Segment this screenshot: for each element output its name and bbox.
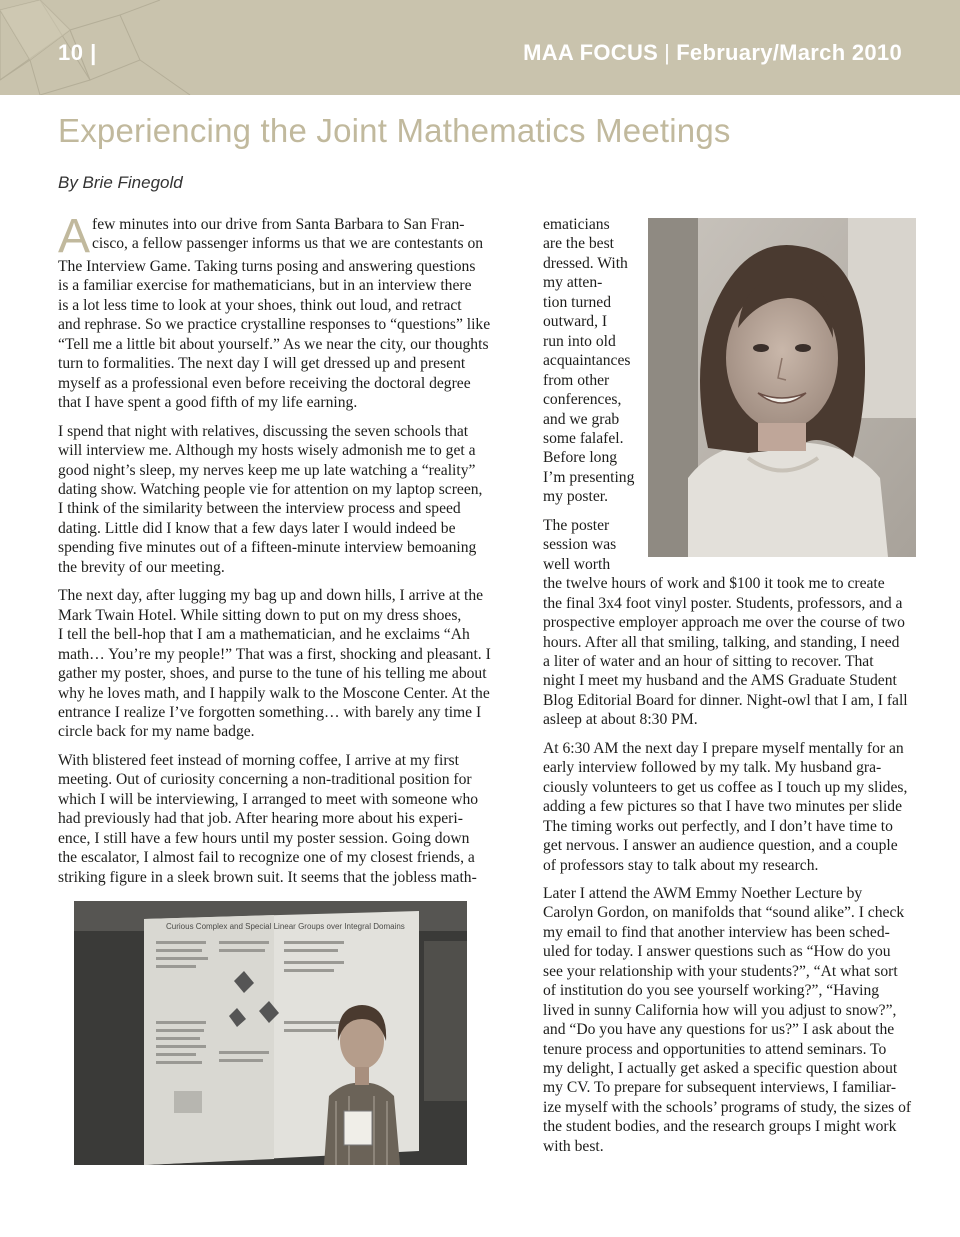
text-line: will interview me. Although my hosts wisely admonish me to get a [58, 442, 476, 460]
text-line: why he loves math, and I happily walk to the Moscone Center. At the [58, 684, 490, 702]
text-line: early interview followed by my talk. My husband gra- [543, 759, 882, 777]
text-line: Mark Twain Hotel. While sitting down to put on my dress shoes, [58, 606, 462, 624]
page-header [0, 0, 960, 95]
text-line: that I have spent a good fifth of my life earning. [58, 394, 358, 412]
text-line: session was [543, 536, 617, 554]
text-line: The Interview Game. Taking turns posing and answering questions [58, 258, 476, 275]
text-line: dating. Little did I know that a few days later I would indeed be [58, 519, 456, 537]
left-column-paragraph [58, 586, 498, 742]
text-line: With blistered feet instead of morning coffee, I arrive at my first [58, 751, 459, 769]
text-line: acquaintances [543, 352, 631, 370]
text-line: and “Do you have any questions for us?” I ask about the [543, 1021, 895, 1039]
text-line: I’m presenting [543, 468, 635, 486]
text-line: good night’s sleep, my nerves keep me up late watching a “reality” [58, 461, 476, 479]
text-line: The timing works out perfectly, and I don’t have time to [543, 817, 893, 835]
text-line: spending five minutes out of a fifteen-minute interview bemoaning [58, 539, 477, 557]
text-line: turn to formalities. The next day I will get dressed up and present [58, 355, 466, 373]
text-line: math… You’re my people!” That was a first, shocking and pleasant. I [58, 645, 491, 663]
text-line: from other [543, 371, 610, 389]
text-line: The next day, after lugging my bag up and down hills, I arrive at the [58, 587, 484, 605]
text-line: my delight, I actually get asked a specific question about [543, 1060, 898, 1078]
text-line: and we grab [543, 410, 620, 428]
right-column-paragraph [543, 739, 918, 875]
text-line: I think of the similarity between the interview process and speed [58, 500, 461, 518]
text-line: dressed. With [543, 254, 628, 272]
text-line: Later I attend the AWM Emmy Noether Lecture by [543, 884, 863, 902]
text-line: some falafel. [543, 429, 624, 447]
text-line: run into old [543, 332, 616, 350]
text-line: had previously had that job. After hearing more about his experi- [58, 810, 463, 828]
left-column [58, 210, 498, 896]
text-line: At 6:30 AM the next day I prepare myself mentally for an [543, 739, 904, 757]
publication-name: MAA FOCUS [523, 40, 659, 65]
text-line: dating show. Watching people vie for attention on my laptop screen, [58, 480, 483, 498]
text-line: which I will be interviewing, I arranged to meet with someone who [58, 790, 479, 808]
page-number: 10 | [58, 40, 97, 65]
text-line: the final 3x4 foot vinyl poster. Students, professors, and a [543, 594, 903, 612]
portrait-illustration [648, 218, 916, 557]
text-line: the twelve hours of work and $100 it took me to create [543, 575, 885, 593]
text-line: get nervous. I answer an audience question, and a couple [543, 837, 898, 855]
text-line: ize myself with the schools’ programs of study, the sizes of [543, 1098, 912, 1116]
issue-date: February/March 2010 [676, 40, 902, 65]
text-line: my CV. To prepare for subsequent interviews, I familiar- [543, 1079, 897, 1097]
text-line: my email to find that another interview has been sched- [543, 923, 890, 941]
text-line: tenure process and opportunities to attend seminars. To [543, 1040, 887, 1058]
byline: By Brie Finegold [58, 173, 183, 192]
geometric-pattern-decoration [0, 0, 260, 95]
text-line: few minutes into our drive from Santa Barbara to San Fran- [92, 216, 465, 233]
text-line: is a lot less time to look at your shoes, think out loud, and retract [58, 296, 462, 314]
drop-cap: A [58, 210, 91, 263]
text-line: hours. After all that smiling, talking, and standing, I need [543, 633, 900, 651]
poster-session-photo [74, 901, 467, 1165]
text-line: prospective employer approach me over the course of two [543, 614, 905, 632]
text-line: a liter of water and an hour of sitting to recover. That [543, 652, 874, 670]
text-line: Before long [543, 449, 618, 467]
text-line: ciously volunteers to get us coffee as I touch up my slides, [543, 778, 908, 796]
left-column-paragraph [58, 210, 498, 413]
text-line: circle back for my name badge. [58, 723, 255, 741]
text-line: asleep at about 8:30 PM. [543, 711, 698, 729]
text-line: meeting. Out of curiosity concerning a non-traditional position for [58, 771, 472, 789]
text-line: of institution do you see yourself working?”, “Having [543, 982, 880, 1000]
left-column-paragraph [58, 422, 498, 578]
text-line: tion turned [543, 293, 611, 311]
text-line: striking figure in a sleek brown suit. It seems that the jobless math- [58, 868, 477, 886]
portrait-photo [648, 218, 916, 557]
text-line: outward, I [543, 313, 608, 331]
publication-info: MAA FOCUS | February/March 2010 [523, 40, 902, 65]
text-line: the brevity of our meeting. [58, 558, 225, 576]
text-line: night I meet my husband and the AMS Graduate Student [543, 672, 897, 690]
text-line: Blog Editorial Board for dinner. Night-owl that I am, I fall [543, 691, 908, 709]
text-line: gather my poster, shoes, and purse to the tune of his telling me about [58, 665, 487, 683]
text-line: myself as a professional even before receiving the doctoral degree [58, 374, 471, 392]
text-line: adding a few pictures so that I have two minutes per slide [543, 798, 902, 816]
text-line: and rephrase. So we practice crystalline responses to “questions” like [58, 316, 491, 334]
text-line: the escalator, I almost fail to recognize one of my closest friends, a [58, 849, 475, 867]
text-line: ence, I still have a few hours until my poster session. Going down [58, 829, 470, 847]
text-line: The poster [543, 516, 610, 534]
text-line: are the best [543, 235, 615, 253]
text-line: my atten- [543, 274, 603, 292]
text-line: cisco, a fellow passenger informs us that we are contestants on [92, 235, 484, 253]
text-line: with best. [543, 1137, 604, 1155]
text-line: my poster. [543, 488, 608, 506]
text-line: entrance I realize I’ve forgotten something… with barely any time I [58, 703, 482, 721]
text-line: the student bodies, and the research groups I might work [543, 1118, 897, 1136]
text-line: I spend that night with relatives, discussing the seven schools that [58, 422, 469, 440]
text-line: is a familiar exercise for mathematicians, but in an interview there [58, 277, 472, 295]
text-line: uled for today. I answer questions such as “How do you [543, 943, 891, 961]
poster-heading: Curious Complex and Special Linear Groups over Integral Domains [166, 922, 405, 931]
text-line: of professors stay to talk about my research. [543, 856, 819, 874]
article-title: Experiencing the Joint Mathematics Meetings [58, 112, 731, 149]
poster-session-illustration [74, 901, 467, 1165]
text-line: lived in sunny California how will you adjust to snow?”, [543, 1001, 897, 1019]
right-column-paragraph [543, 884, 918, 1156]
text-line: conferences, [543, 391, 622, 409]
text-line: ematicians [543, 216, 610, 233]
text-line: Carolyn Gordon, on manifolds that “sound alike”. I check [543, 904, 905, 922]
text-line: “Tell me a little bit about yourself.” As we near the city, our thoughts [58, 335, 489, 353]
text-line: well worth [543, 555, 611, 573]
left-column-paragraph [58, 751, 498, 887]
text-line: I tell the bell-hop that I am a mathematician, and he exclaims “Ah [58, 626, 470, 644]
text-line: see your relationship with your students?”, “At what sort [543, 962, 898, 980]
